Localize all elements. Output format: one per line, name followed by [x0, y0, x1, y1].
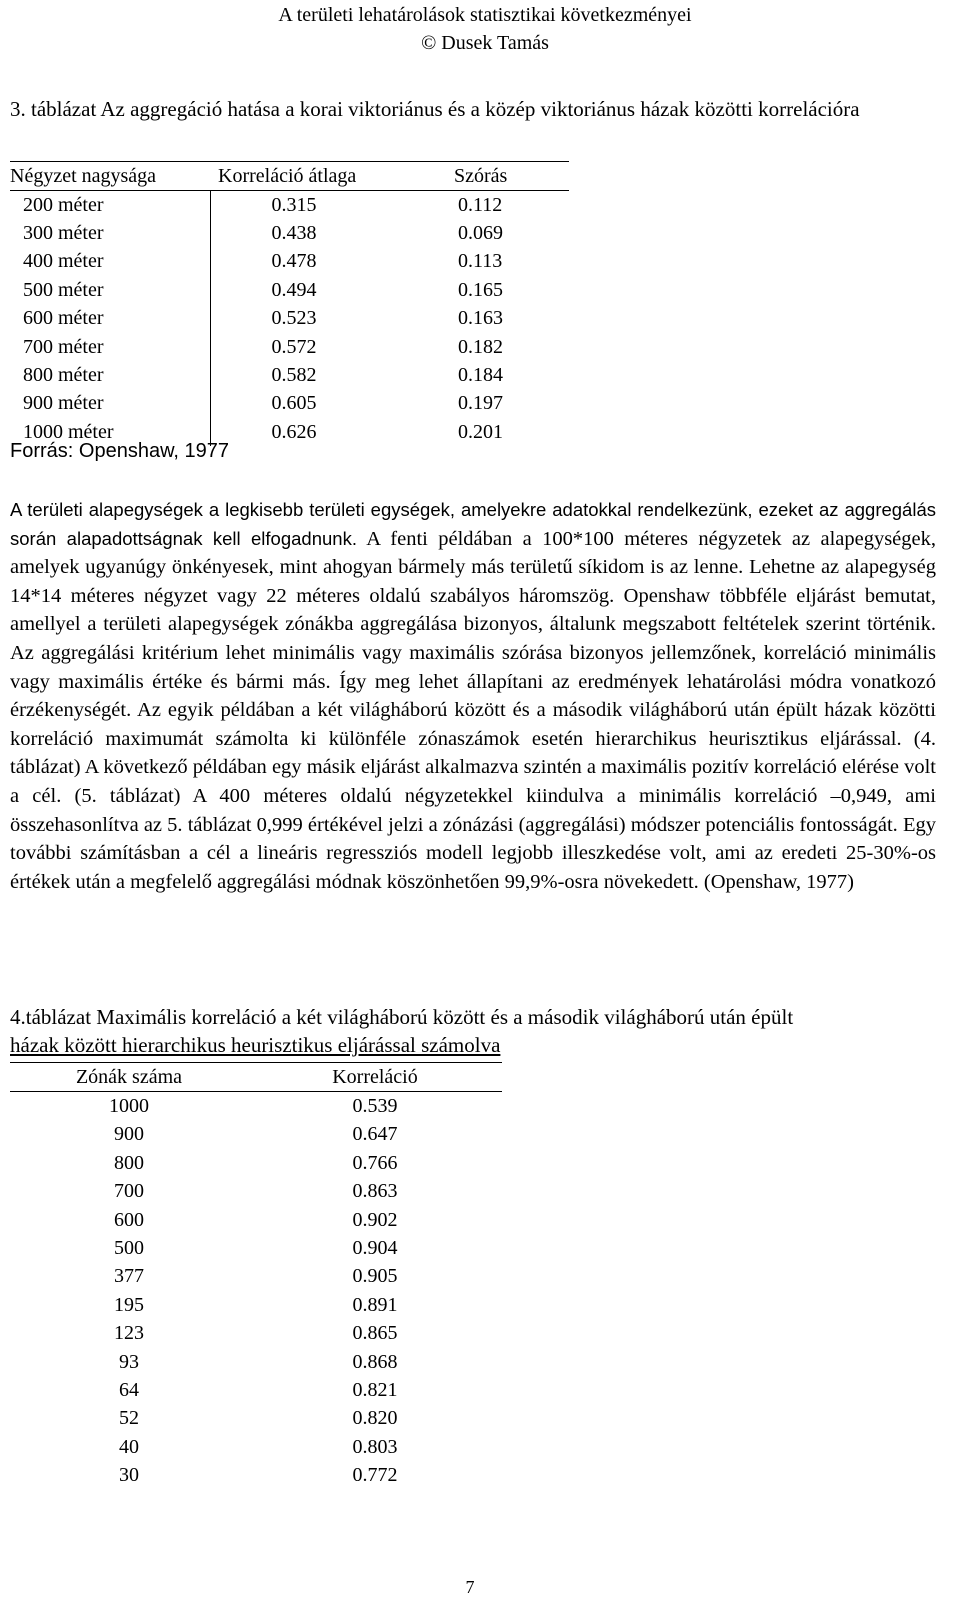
page-header [0, 0, 960, 57]
table-row [10, 1320, 502, 1348]
table-row [10, 1234, 502, 1262]
table4-cell: 800 [114, 1151, 144, 1174]
table-row [10, 1433, 502, 1461]
table3-header-row [10, 162, 569, 191]
table4-cell: 0.902 [352, 1208, 398, 1231]
table3-caption: 3. táblázat Az aggregáció hatása a korai viktoriánus és a közép viktoriánus házak közötti korrelációra [10, 97, 860, 121]
table4-cell: 600 [114, 1208, 144, 1231]
table4-cell: 0.647 [352, 1123, 398, 1146]
table4-cell: 40 [119, 1435, 139, 1458]
paragraph-sentence-4: Openshaw többféle eljárást bemutat, amellyel a területi alapegységek zónákba aggregálása bizonyos, általunk megszabott feltételek szerint történik. [10, 584, 936, 636]
table4-cell: 0.772 [352, 1464, 398, 1487]
table3-cell: 200 méter [10, 191, 210, 219]
table4-cell: 0.803 [352, 1435, 398, 1458]
table3-cell: 0.315 [271, 193, 317, 216]
table4-body [10, 1092, 502, 1490]
table4 [10, 1062, 502, 1490]
table4-cell: 0.821 [352, 1378, 398, 1401]
table-row [10, 1291, 502, 1319]
table4-cell: 900 [114, 1123, 144, 1146]
table3-header-corr: Korreláció átlaga [218, 164, 357, 187]
table3-header-size: Négyzet nagysága [10, 164, 157, 187]
paragraph-sentence-1: A területi alapegységek a legkisebb területi egységek, amelyekre adatokkal rendelkezünk, ezeket az aggregálás során alapadottságnak kell elfogadnunk. [10, 499, 936, 549]
table4-cell: 1000 [109, 1095, 149, 1118]
table4-header-corr: Korreláció [332, 1065, 418, 1088]
table4-cell: 52 [119, 1407, 139, 1430]
table-row [10, 191, 569, 219]
table3-cell: 300 méter [10, 219, 210, 247]
table3-cell: 0.112 [458, 193, 503, 216]
table-row [10, 1263, 502, 1291]
table4-cell: 93 [119, 1350, 139, 1373]
table4-header-zones: Zónák száma [75, 1065, 183, 1088]
table3-cell: 800 méter [10, 361, 210, 389]
table-row [10, 1121, 502, 1149]
table-row [10, 1405, 502, 1433]
table3-cell: 0.182 [458, 335, 503, 358]
table-row [10, 1376, 502, 1404]
table4-cell: 195 [114, 1293, 144, 1316]
table-row [10, 1348, 502, 1376]
table4-caption-line2: házak között hierarchikus heurisztikus eljárással számolva [10, 1033, 501, 1057]
table4-cell: 0.863 [352, 1180, 398, 1203]
table4-cell: 500 [114, 1237, 144, 1260]
table3-cell: 0.478 [271, 250, 317, 273]
header-title: A területi lehatárolások statisztikai következményei [278, 4, 692, 26]
table3-cell: 0.113 [458, 250, 503, 273]
table4-cell: 0.766 [352, 1151, 398, 1174]
table-row [10, 1206, 502, 1234]
table3-cell: 0.494 [271, 278, 317, 301]
table-row [10, 1149, 502, 1177]
table-row [10, 1092, 502, 1121]
table3-cell: 0.184 [458, 363, 503, 386]
table3-cell: 700 méter [10, 333, 210, 361]
table3-cell: 0.438 [271, 221, 317, 244]
table4-cell: 0.905 [352, 1265, 398, 1288]
table3 [10, 161, 569, 446]
table4-cell: 0.539 [352, 1095, 398, 1118]
page-number: 7 [465, 1577, 475, 1597]
table3-cell: 0.605 [271, 392, 317, 415]
table3-source: Forrás: Openshaw, 1977 [10, 440, 230, 462]
table4-cell: 0.820 [352, 1407, 398, 1430]
table4-cell: 64 [119, 1378, 139, 1401]
table-row [10, 1178, 502, 1206]
table-row [10, 361, 569, 389]
table3-cell: 600 méter [10, 304, 210, 332]
table3-cell: 0.523 [271, 307, 317, 330]
table3-cell: 0.201 [458, 420, 503, 443]
header-author: © Dusek Tamás [421, 32, 549, 54]
table4-cell: 377 [114, 1265, 144, 1288]
paragraph-sentence-2: A fenti példában a 100*100 méteres négyzetek az alapegységek, amelyek ugyanúgy önkényesek, mint ahogyan bármely más területű síkidom is az lenne. [10, 527, 937, 579]
table3-cell: 0.163 [458, 307, 503, 330]
body-paragraph [10, 496, 936, 896]
table4-cell: 700 [114, 1180, 144, 1203]
paragraph-sentence-6: Így meg lehet állapítani az eredmények lehatárolási módra vonatkozó érzékenységét. Az egyik példában a két világháború között és a második világháború után épült házak közötti korreláció maximumát számolta ki különféle zónaszámok esetén hierarchikus heurisztikus eljárással. (4. táblázat) A következő példában egy másik eljárást alkalmazva szintén a maximális pozitív korreláció elérése volt a cél. (5. táblázat) A 400 méteres oldalú négyzetekkel kiindulva a minimális korreláció –0,949, ami összehasonlítva az 5. táblázat 0,999 értékével jelzi a zónázási (aggregálási) módszer potenciális fontosságát. Egy további számításban a cél a lineáris regressziós modell legjobb illeszkedése volt, ami az eredeti 25-30%-os értékek után a megfelelő aggregálási módnak köszönhetően 99,9%-osra növekedett. (Openshaw, 1977) [10, 670, 936, 893]
table4-cell: 0.891 [352, 1293, 398, 1316]
table-row [10, 1461, 502, 1489]
paragraph-sentence-3: Lehetne az alapegység 14*14 méteres négyzet vagy 22 méteres oldalú szabályos háromszög. [10, 556, 937, 607]
table3-cell: 0.626 [271, 420, 317, 443]
table3-body [10, 191, 569, 447]
table3-cell: 500 méter [10, 276, 210, 304]
table4-caption [10, 1003, 950, 1059]
paragraph-sentence-5: Az aggregálási kritérium lehet minimális vagy maximális szórása bizonyos jellemzőnek, korreláció minimális vagy maximális értéke és bármi más. [10, 641, 936, 693]
table4-cell: 0.868 [352, 1350, 398, 1373]
table-row [10, 304, 569, 332]
table3-cell: 0.165 [458, 278, 503, 301]
table-row [10, 276, 569, 304]
table-row [10, 390, 569, 418]
table3-header-sd: Szórás [454, 164, 508, 187]
table4-caption-line1: 4.táblázat Maximális korreláció a két világháború között és a második világháború után épült [10, 1005, 794, 1029]
table4-cell: 30 [119, 1464, 139, 1487]
table3-cell: 0.069 [458, 221, 503, 244]
table-row [10, 248, 569, 276]
table3-cell: 0.572 [271, 335, 317, 358]
table4-cell: 0.904 [352, 1237, 398, 1260]
table4-header-row [10, 1063, 502, 1092]
table-row [10, 219, 569, 247]
table3-cell: 1000 méter [10, 418, 210, 446]
table3-cell: 0.582 [271, 363, 317, 386]
table4-cell: 0.865 [352, 1322, 398, 1345]
table-row [10, 333, 569, 361]
table4-cell: 123 [114, 1322, 144, 1345]
table3-cell: 0.197 [458, 392, 503, 415]
table3-cell: 900 méter [10, 390, 210, 418]
table3-cell: 400 méter [10, 248, 210, 276]
